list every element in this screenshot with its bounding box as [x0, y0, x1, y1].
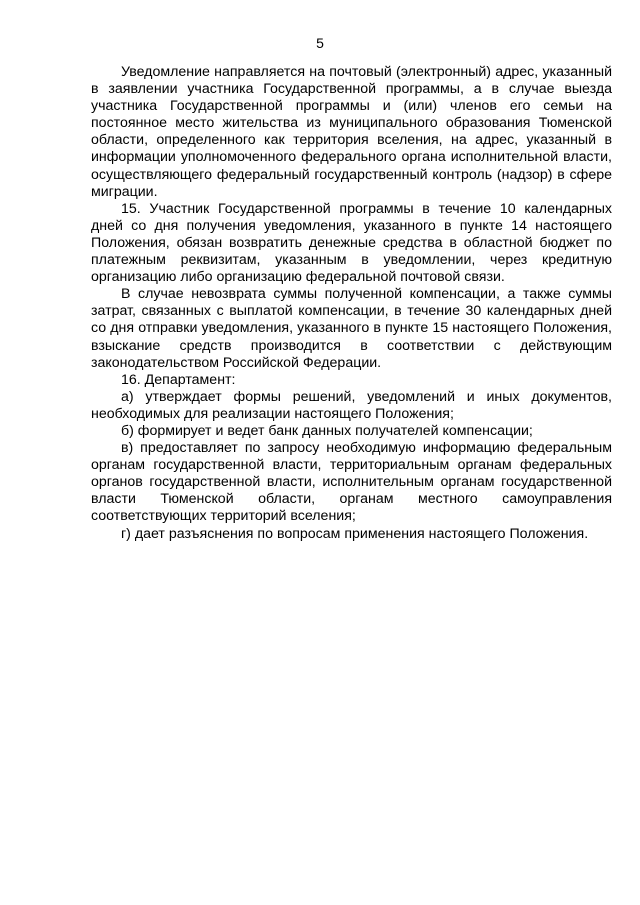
paragraph-item-16-a: а) утверждает формы решений, уведомлений и иных документов, необходимых для реализации настоящего Положения;	[91, 388, 612, 422]
document-body	[91, 64, 612, 543]
paragraph-item-16-heading: 16. Департамент:	[121, 371, 236, 388]
paragraph-item-16-b: б) формирует и ведет банк данных получателей компенсации;	[121, 422, 533, 439]
paragraph-item-15: 15. Участник Государственной программы в течение 10 календарных дней со дня получения уведомления, указанного в пункте 14 настоящего Положения, обязан возвратить денежные средства в областной бюджет по платежным реквизитам, указанным в уведомлении, через кредитную организацию либо организацию федеральной почтовой связи.	[91, 200, 612, 286]
paragraph-item-16-g: г) дает разъяснения по вопросам применения настоящего Положения.	[121, 525, 589, 542]
page-number: 5	[316, 35, 324, 51]
paragraph-notification-address: Уведомление направляется на почтовый (электронный) адрес, указанный в заявлении участника Государственной программы, а в случае выезда участника Государственной программы и (или) членов его семьи на постоянное место жительства из муниципального образования Тюменской области, определенного как территория вселения, на адрес, указанный в информации уполномоченного федерального органа исполнительной власти, осуществляющего федеральный государственный контроль (надзор) в сфере миграции.	[91, 64, 612, 200]
paragraph-non-return: В случае невозврата суммы полученной компенсации, а также суммы затрат, связанных с выплатой компенсации, в течение 30 календарных дней со дня отправки уведомления, указанного в пункте 15 настоящего Положения, взыскание средств производится в соответствии с действующим законодательством Российской Федерации.	[91, 286, 612, 371]
paragraph-item-16-v: в) предоставляет по запросу необходимую информацию федеральным органам государственной власти, территориальным органам федеральных органов государственной власти, исполнительным органам государственной власти Тюменской области, органам местного самоуправления соответствующих территорий вселения;	[91, 440, 612, 525]
